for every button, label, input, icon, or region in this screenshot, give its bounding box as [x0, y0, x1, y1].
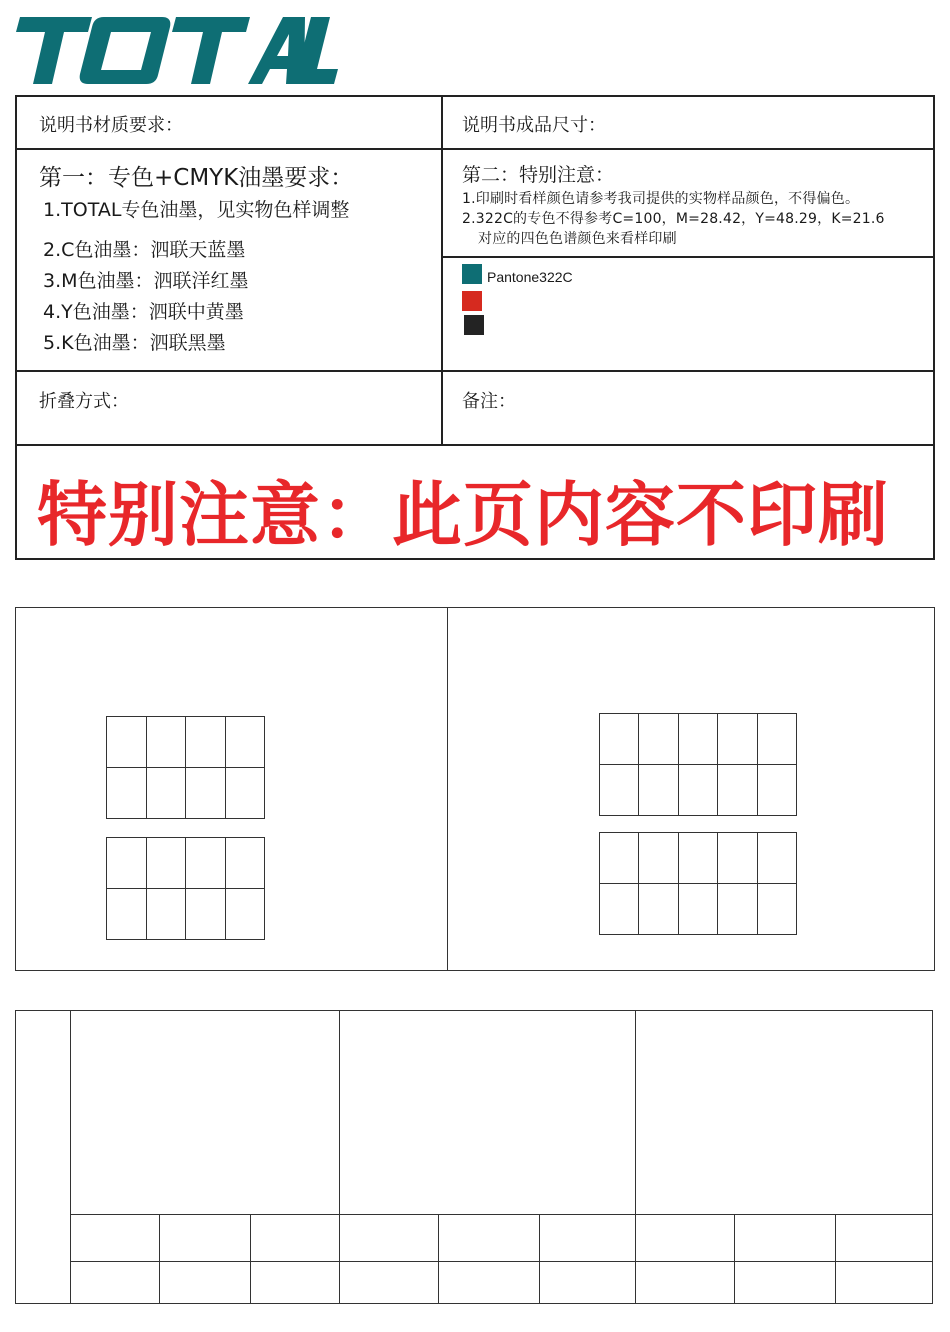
swatch-label: Pantone322C — [487, 269, 573, 285]
ink-item: 2.C色油墨：泗联天蓝墨 — [43, 239, 246, 261]
column-divider — [441, 97, 443, 446]
table-line — [835, 1214, 836, 1303]
fold-grid-right-top — [599, 713, 797, 816]
table-line — [539, 1214, 540, 1303]
table-line — [339, 1011, 340, 1303]
fold-grid-left-bottom — [106, 837, 265, 940]
special-note: 1.印刷时看样颜色请参考我司提供的实物样品颜色，不得偏色。 — [462, 191, 860, 207]
special-title: 第二：特别注意： — [462, 164, 615, 186]
row-divider — [17, 370, 933, 372]
size-label: 说明书成品尺寸： — [462, 115, 606, 136]
ink-item: 3.M色油墨：泗联洋红墨 — [43, 270, 249, 292]
table-line — [635, 1011, 636, 1303]
fold-grid-left-top — [106, 716, 265, 819]
total-logo-letters — [16, 17, 338, 84]
color-swatch-black — [464, 315, 484, 335]
table-line — [70, 1261, 932, 1262]
spec-table — [15, 95, 935, 560]
ink-item: 5.K色油墨：泗联黑墨 — [43, 332, 226, 354]
table-line — [70, 1214, 932, 1215]
panel-divider — [447, 608, 448, 970]
fold-label: 折叠方式： — [39, 391, 129, 412]
color-swatch-red — [462, 291, 482, 311]
ink-title: 第一：专色+CMYK油墨要求： — [39, 165, 354, 191]
row-divider — [17, 148, 933, 150]
fold-diagram-panel — [15, 607, 935, 971]
color-swatch-teal — [462, 264, 482, 284]
table-line — [70, 1011, 71, 1303]
table-line — [438, 1214, 439, 1303]
cell-divider — [443, 256, 933, 258]
remark-label: 备注： — [462, 391, 516, 412]
row-divider — [17, 444, 933, 446]
total-logo — [12, 14, 338, 86]
table-line — [250, 1214, 251, 1303]
ink-item: 4.Y色油墨：泗联中黄墨 — [43, 301, 244, 323]
table-line — [159, 1214, 160, 1303]
do-not-print-warning: 特别注意：此页内容不印刷 — [37, 474, 889, 556]
table-line — [734, 1214, 735, 1303]
fold-grid-right-bottom — [599, 832, 797, 935]
material-label: 说明书材质要求： — [39, 115, 183, 136]
special-note: 2.322C的专色不得参考C=100，M=28.42，Y=48.29，K=21.6 — [462, 211, 885, 227]
special-note: 对应的四色色谱颜色来看样印刷 — [478, 231, 677, 247]
ink-item: 1.TOTAL专色油墨，见实物色样调整 — [43, 199, 350, 221]
approval-table — [15, 1010, 933, 1304]
